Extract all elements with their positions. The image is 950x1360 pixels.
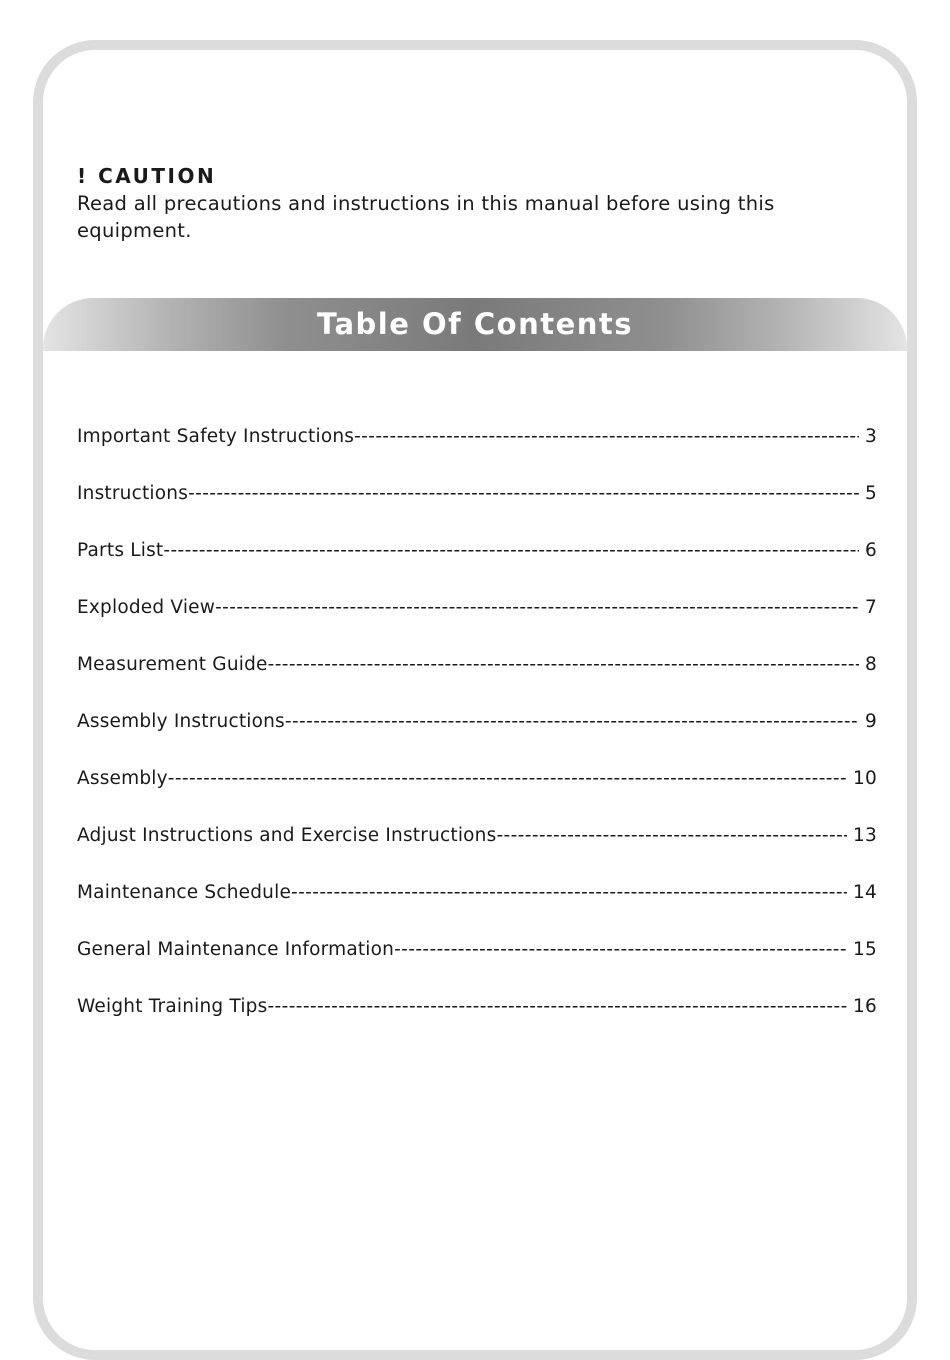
- toc-banner: [43, 298, 907, 351]
- toc-entry-page: 6: [865, 540, 877, 561]
- toc-leader: [285, 705, 859, 739]
- toc-leader: [168, 762, 847, 796]
- toc-entry-page: 15: [853, 939, 877, 960]
- toc-leader: [291, 876, 847, 910]
- toc-entry-page: 13: [853, 825, 877, 846]
- toc-entry-label: Assembly: [77, 768, 168, 789]
- caution-title: ! CAUTION: [77, 164, 217, 188]
- toc-entry-page: 8: [865, 654, 877, 675]
- toc-entry[interactable]: [77, 705, 877, 762]
- toc-entry-label: Important Safety Instructions: [77, 426, 355, 447]
- caution-text: Read all precautions and instructions in this manual before using this equipment.: [77, 192, 775, 242]
- toc-leader: [394, 933, 847, 967]
- toc-leader: [268, 648, 859, 682]
- toc-leader: [163, 534, 859, 568]
- toc-entry-page: 5: [865, 483, 877, 504]
- toc-leader: [354, 420, 859, 454]
- toc-entry-label: Exploded View: [77, 597, 216, 618]
- toc-entry[interactable]: [77, 420, 877, 477]
- toc-entry[interactable]: [77, 990, 877, 1047]
- toc-entry[interactable]: [77, 591, 877, 648]
- toc-entry[interactable]: [77, 648, 877, 705]
- toc-entry-page: 14: [853, 882, 877, 903]
- toc-leader: [267, 990, 847, 1024]
- caution-notice: [77, 163, 877, 244]
- toc-entry[interactable]: [77, 819, 877, 876]
- toc-leader: [496, 819, 847, 853]
- toc-entry[interactable]: [77, 876, 877, 933]
- toc-entry[interactable]: [77, 933, 877, 990]
- toc-entry-label: General Maintenance Information: [77, 939, 395, 960]
- toc-leader: [188, 477, 859, 511]
- toc-entry-label: Instructions: [77, 483, 189, 504]
- toc-entry[interactable]: [77, 534, 877, 591]
- toc-entry-label: Weight Training Tips: [77, 996, 268, 1017]
- toc-entry-page: 9: [865, 711, 877, 732]
- toc-title: Table Of Contents: [316, 306, 634, 341]
- toc-entry-label: Assembly Instructions: [77, 711, 285, 732]
- toc-entry-page: 16: [853, 996, 877, 1017]
- toc-entry-page: 3: [865, 426, 877, 447]
- toc-entry-page: 10: [853, 768, 877, 789]
- toc-entry-label: Adjust Instructions and Exercise Instructions: [77, 825, 497, 846]
- toc-entry[interactable]: [77, 762, 877, 819]
- toc-entry-label: Parts List: [77, 540, 164, 561]
- toc-entry[interactable]: [77, 477, 877, 534]
- toc-entry-label: Measurement Guide: [77, 654, 268, 675]
- toc-entry-label: Maintenance Schedule: [77, 882, 292, 903]
- toc-list: [77, 420, 877, 1047]
- toc-leader: [215, 591, 859, 625]
- toc-entry-page: 7: [865, 597, 877, 618]
